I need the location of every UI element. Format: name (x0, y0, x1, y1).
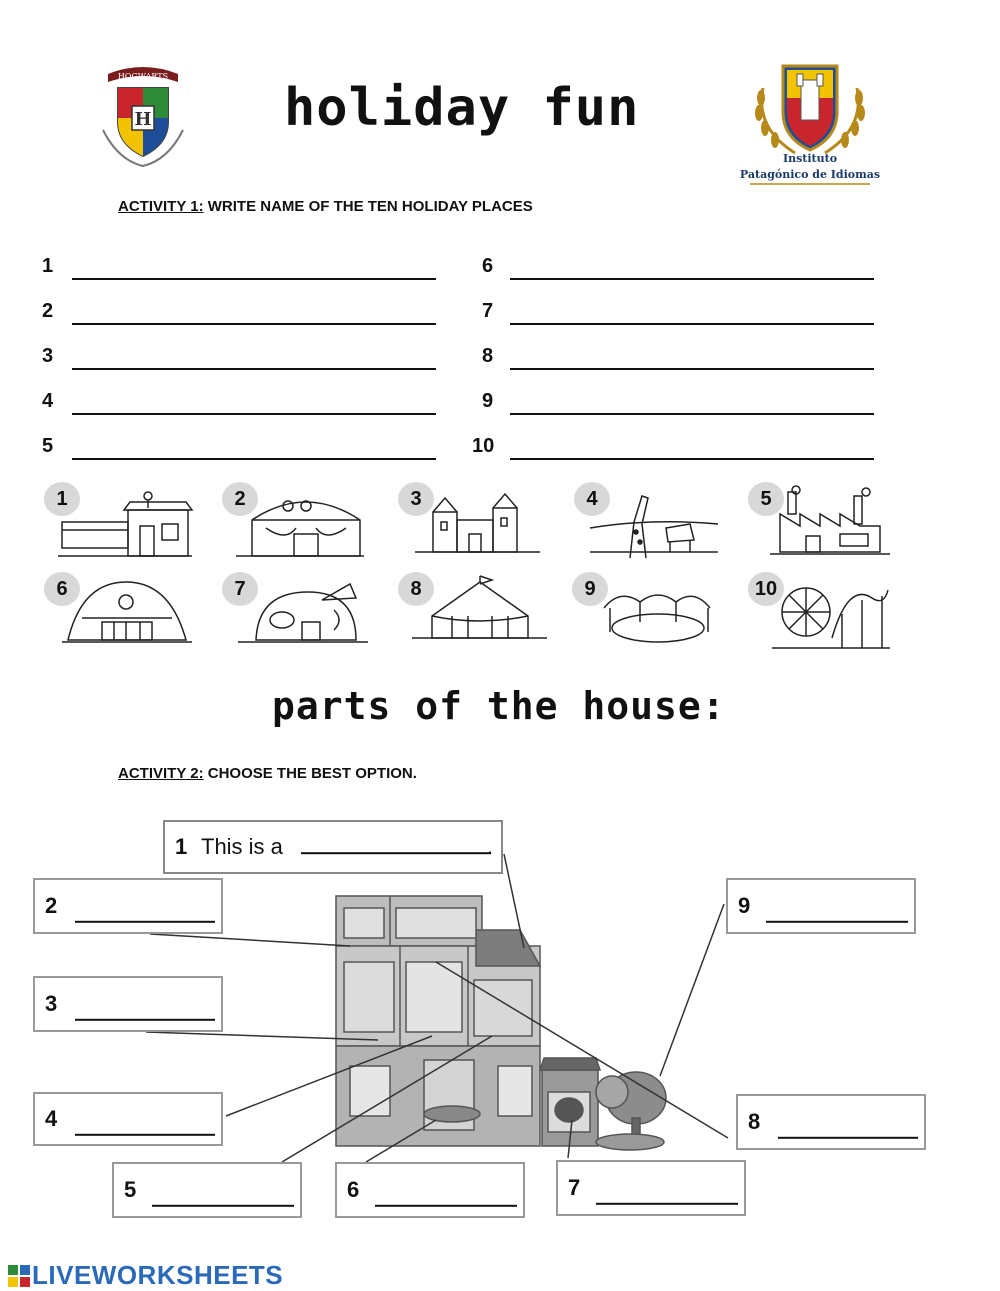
answer-number: 2 (42, 300, 54, 322)
answer-number: 10 (472, 435, 495, 457)
answer-number: 3 (42, 345, 54, 367)
house-answer-input-9[interactable] (766, 899, 908, 923)
answer-box-8 (736, 1094, 926, 1150)
box-number: 2 (45, 893, 58, 918)
sentence-number: 1 (175, 834, 188, 859)
picture-number-badge: 7 (222, 572, 258, 606)
box-number: 4 (45, 1106, 58, 1131)
answer-number: 4 (42, 390, 54, 412)
picture-number-badge: 9 (572, 572, 608, 606)
activity2-instruction: CHOOSE THE BEST OPTION. (203, 765, 417, 782)
house-answer-input-6[interactable] (375, 1183, 517, 1207)
picture-number-badge: 2 (222, 482, 258, 516)
picture-number-badge: 1 (44, 482, 80, 516)
activity1-instruction: WRITE NAME OF THE TEN HOLIDAY PLACES (203, 198, 533, 215)
instituto-name-line1: Instituto (782, 152, 838, 165)
hogwarts-crest-letter: H (134, 109, 152, 130)
picture-number-badge: 5 (748, 482, 784, 516)
answer-box-6 (335, 1162, 525, 1218)
liveworksheets-brand: LIVEWORKSHEETS (32, 1260, 284, 1290)
house-answer-input-8[interactable] (778, 1115, 918, 1139)
picture-number-badge: 6 (44, 572, 80, 606)
liveworksheets-footer[interactable] (8, 1260, 283, 1291)
picture-number-badge: 10 (748, 572, 784, 606)
answer-box-9 (726, 878, 916, 934)
picture-number-badge: 8 (398, 572, 434, 606)
box-number: 6 (347, 1177, 360, 1202)
page-title: holiday fun (284, 78, 640, 138)
picture-number-badge: 4 (574, 482, 610, 516)
instituto-name-line2: Patagónico de Idiomas (739, 168, 881, 181)
house-answer-input-2[interactable] (75, 899, 215, 923)
sentence-box-1 (163, 820, 503, 874)
answer-box-2 (33, 878, 223, 934)
box-number: 3 (45, 991, 58, 1016)
answer-number: 8 (482, 345, 494, 367)
answer-box-3 (33, 976, 223, 1032)
section2-title: parts of the house: (272, 684, 726, 728)
answer-number: 6 (482, 255, 494, 277)
sentence-answer-input[interactable] (301, 828, 491, 854)
box-number: 7 (568, 1175, 581, 1200)
box-number: 5 (124, 1177, 137, 1202)
house-answer-input-5[interactable] (152, 1183, 294, 1207)
sentence-end: . (487, 834, 494, 859)
answer-number: 5 (42, 435, 54, 457)
sentence-text: This is a (201, 834, 283, 859)
house-answer-input-3[interactable] (75, 997, 215, 1021)
liveworksheets-logo-icon (8, 1265, 30, 1287)
answer-number: 9 (482, 390, 494, 412)
answer-box-7 (556, 1160, 746, 1216)
box-number: 9 (738, 893, 751, 918)
activity1-label: ACTIVITY 1: (118, 198, 204, 215)
house-answer-input-4[interactable] (75, 1112, 215, 1136)
box-number: 8 (748, 1109, 761, 1134)
tree-illustration (596, 1072, 666, 1150)
picture-number-badge: 3 (398, 482, 434, 516)
answer-box-4 (33, 1092, 223, 1146)
hogwarts-banner-text: HOGWARTS (117, 72, 169, 81)
house-illustration (336, 896, 600, 1146)
activity2-label: ACTIVITY 2: (118, 765, 204, 782)
house-answer-input-7[interactable] (596, 1181, 738, 1205)
answer-number: 7 (482, 300, 494, 322)
answer-box-5 (112, 1162, 302, 1218)
answer-number: 1 (42, 255, 54, 277)
